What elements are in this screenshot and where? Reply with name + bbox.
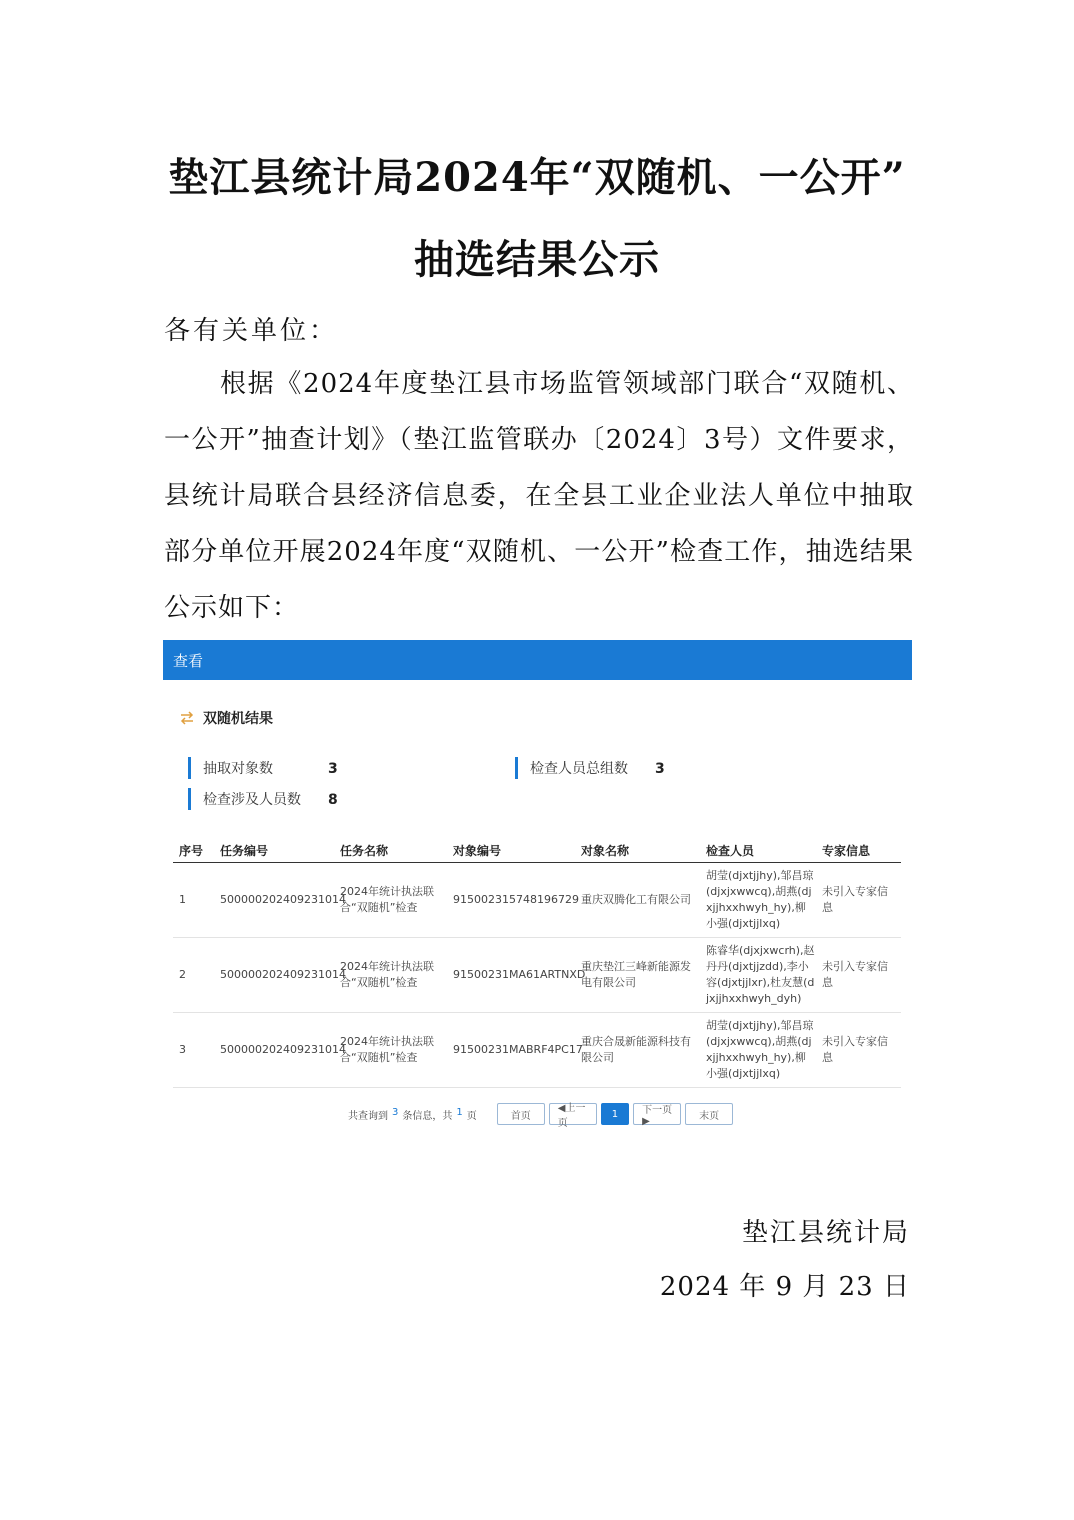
cell-no: 3 xyxy=(179,1043,186,1056)
pagination-middle: 条信息，共 xyxy=(402,1110,453,1122)
pagination xyxy=(348,1102,737,1129)
cell-task-name: 2024年统计执法联合“双随机”检查 xyxy=(340,1035,434,1064)
salutation: 各有关单位： xyxy=(164,316,339,346)
panel-header xyxy=(163,640,912,680)
cell-no: 2 xyxy=(179,968,186,981)
document-title-line1: 垫江县统计局2024年“双随机、一公开” xyxy=(168,154,906,201)
stat-sampled-objects xyxy=(188,757,388,779)
pagination-pages: 1 xyxy=(456,1106,463,1118)
cell-expert: 未引入专家信息 xyxy=(822,885,888,914)
cell-object-id: 91500231MA61ARTNXD xyxy=(453,968,586,981)
document-title-line2: 抽选结果公示 xyxy=(414,236,660,283)
pagination-summary xyxy=(348,1107,477,1122)
cell-task-id: 500000202409231014 xyxy=(220,1043,346,1056)
cell-expert: 未引入专家信息 xyxy=(822,1035,888,1064)
results-table xyxy=(173,838,901,1088)
column-header: 序号 xyxy=(179,844,204,858)
cell-object-id: 91500231MABRF4PC17 xyxy=(453,1043,583,1056)
signature-date: 2024 年 9 月 23 日 xyxy=(659,1272,910,1302)
stat-label: 检查涉及人员数 xyxy=(203,792,301,808)
signature-org: 垫江县统计局 xyxy=(741,1218,910,1248)
current-page-button[interactable]: 1 xyxy=(601,1103,629,1125)
table-row xyxy=(173,938,901,1013)
stat-inspector-groups xyxy=(515,757,715,779)
next-page-button[interactable]: 下一页▶ xyxy=(633,1103,681,1125)
pagination-suffix: 页 xyxy=(466,1110,477,1122)
stat-accent-bar xyxy=(188,757,191,779)
embedded-screenshot xyxy=(163,640,912,1140)
body-paragraph: 根据《2024年度垫江县市场监管领域部门联合“双随机、一公开”抽查计划》（垫江监管联办〔2024〕3号）文件要求，县统计局联合县经济信息委，在全县工业企业法人单位中抽取部分单位开展2024年度“双随机、一公开”检查工作，抽选结果公示如下： xyxy=(164,369,914,623)
cell-no: 1 xyxy=(179,893,186,906)
column-header: 对象名称 xyxy=(581,844,630,858)
cell-inspectors: 陈睿华(djxjxwcrh),赵丹丹(djxtjjzdd),李小容(djxtjjlxr),杜友慧(djxjjhxxhwyh_dyh) xyxy=(706,944,815,1005)
last-page-button[interactable]: 末页 xyxy=(685,1103,733,1125)
cell-object-name: 重庆双腾化工有限公司 xyxy=(581,893,691,906)
column-header: 专家信息 xyxy=(822,844,871,858)
pagination-count: 3 xyxy=(392,1106,399,1118)
table-header xyxy=(173,838,901,863)
section-label: 双随机结果 xyxy=(203,711,273,727)
stat-accent-bar xyxy=(515,757,518,779)
cell-expert: 未引入专家信息 xyxy=(822,960,888,989)
cell-object-name: 重庆合晟新能源科技有限公司 xyxy=(581,1035,691,1064)
cell-task-id: 500000202409231014 xyxy=(220,893,346,906)
table-row xyxy=(173,1013,901,1088)
stat-accent-bar xyxy=(188,788,191,810)
table-row xyxy=(173,863,901,938)
stat-label: 抽取对象数 xyxy=(203,761,273,777)
cell-object-id: 915002315748196729 xyxy=(453,893,579,906)
cell-inspectors: 胡莹(djxtjjhy),邹昌琼(djxjxwwcq),胡燕(djxjjhxxhwyh_hy),柳小强(djxtjjlxq) xyxy=(706,1019,814,1080)
prev-page-button[interactable]: ◀上一页 xyxy=(549,1103,597,1125)
stat-value: 3 xyxy=(328,761,338,777)
cell-task-name: 2024年统计执法联合“双随机”检查 xyxy=(340,960,434,989)
first-page-button[interactable]: 首页 xyxy=(497,1103,545,1125)
column-header: 检查人员 xyxy=(706,844,755,858)
swap-arrows-icon xyxy=(179,710,195,726)
cell-task-name: 2024年统计执法联合“双随机”检查 xyxy=(340,885,434,914)
pagination-prefix: 共查询到 xyxy=(348,1110,388,1122)
column-header: 任务编号 xyxy=(220,844,269,858)
cell-object-name: 重庆垫江三峰新能源发电有限公司 xyxy=(581,960,691,989)
column-header: 对象编号 xyxy=(453,844,502,858)
stat-inspector-count xyxy=(188,788,388,810)
panel-header-title: 查看 xyxy=(173,652,204,670)
cell-task-id: 500000202409231014 xyxy=(220,968,346,981)
stat-value: 3 xyxy=(655,761,665,777)
column-header: 任务名称 xyxy=(340,844,389,858)
section-title xyxy=(179,708,273,728)
stat-label: 检查人员总组数 xyxy=(530,761,628,777)
cell-inspectors: 胡莹(djxtjjhy),邹昌琼(djxjxwwcq),胡燕(djxjjhxxhwyh_hy),柳小强(djxtjjlxq) xyxy=(706,869,814,930)
stat-value: 8 xyxy=(328,792,338,808)
